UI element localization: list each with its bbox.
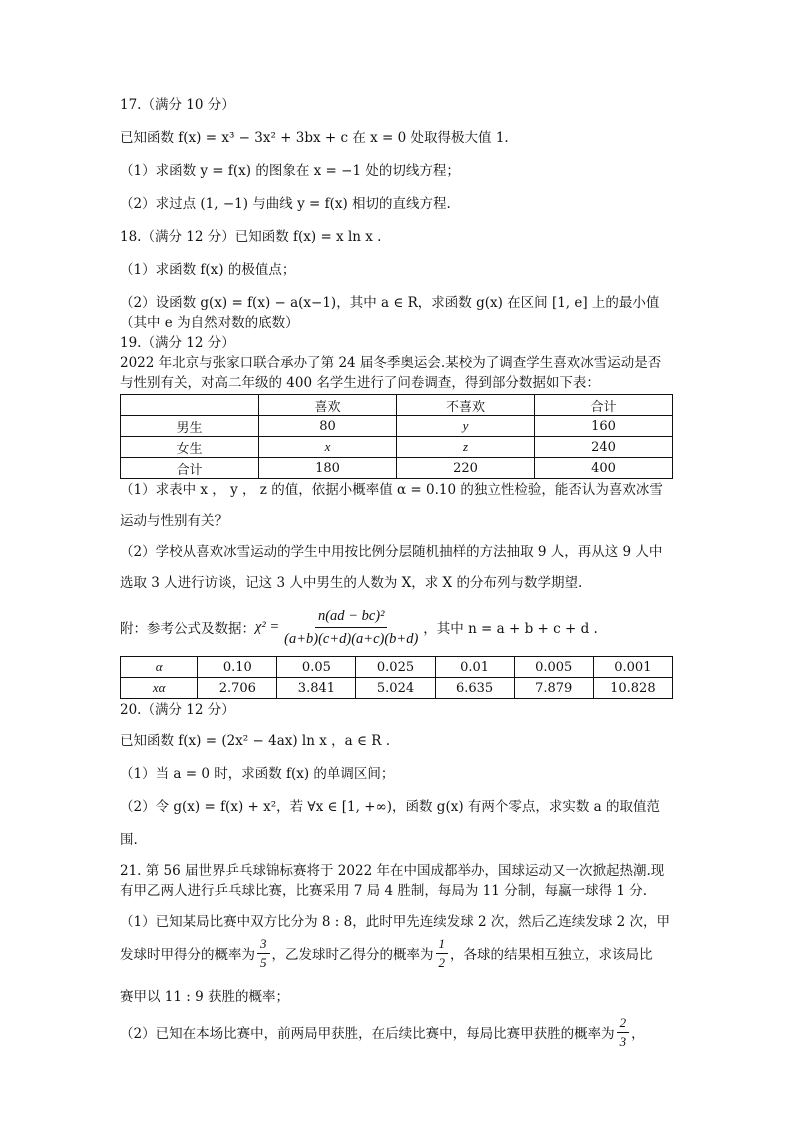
q18-part1: （1）求函数 f(x) 的极值点；: [120, 262, 296, 278]
fraction-denominator: 5: [260, 954, 267, 970]
table-row: [121, 437, 673, 458]
table-cell: 160: [535, 416, 673, 437]
q21-text-segment: ，各球的结果相互独立，求该局比: [450, 947, 653, 963]
table-cell: x: [259, 437, 397, 458]
table-cell: 3.841: [277, 678, 356, 699]
table-cell: 女生: [121, 437, 259, 458]
alpha-header: α: [121, 657, 198, 678]
q21-part1-line1: （1）已知某局比赛中双方比分为 8 : 8，此时甲先连续发球 2 次，然后乙连续发球 2 次，甲: [120, 914, 671, 930]
q19-part1-line2: 运动与性别有关？: [120, 513, 228, 529]
formula-fraction: [281, 606, 421, 649]
table-row: [121, 416, 673, 437]
q19-part2-line1: （2）学校从喜欢冰雪运动的学生中用按比例分层随机抽样的方法抽取 9 人，再从这 9 人中: [120, 544, 663, 560]
table-cell: y: [397, 416, 535, 437]
q21-stem-line1: 21. 第 56 届世界乒乓球锦标赛将于 2022 年在中国成都举办，国球运动又一次掀起热潮.现: [120, 863, 665, 879]
fraction-denominator: 2: [438, 954, 445, 970]
table-cell: 0.01: [435, 657, 514, 678]
table-cell: 180: [259, 458, 397, 479]
q21-part1-line3: 赛甲以 11 : 9 获胜的概率；: [120, 989, 289, 1005]
table-header-cell: [121, 395, 259, 416]
fraction-denominator: 3: [619, 1033, 627, 1049]
contingency-table: [120, 394, 673, 479]
table-cell: z: [397, 437, 535, 458]
table-cell: 7.879: [514, 678, 593, 699]
table-header-cell: 合计: [535, 395, 673, 416]
q19-part2-line2: 选取 3 人进行访谈，记这 3 人中男生的人数为 X，求 X 的分布列与数学期望.: [120, 575, 583, 591]
q17-title: 17.（满分 10 分）: [120, 97, 235, 113]
q21-text-segment: ，乙发球时乙得分的概率为: [271, 947, 434, 963]
reference-label: 附：参考公式及数据：: [120, 621, 255, 637]
q21-text-segment: 发球时甲得分的概率为: [120, 947, 255, 963]
fraction-three-fifths: [257, 936, 270, 971]
table-cell: 0.025: [356, 657, 435, 678]
table-cell: 400: [535, 458, 673, 479]
q17-part1: （1）求函数 y = f(x) 的图象在 x = −1 处的切线方程；: [120, 163, 460, 179]
formula-tail: ，其中 n = a + b + c + d .: [423, 621, 598, 637]
q17-part2: （2）求过点 (1, −1) 与曲线 y = f(x) 相切的直线方程.: [120, 196, 451, 212]
chi-square-formula: [120, 602, 675, 652]
table-cell: 220: [397, 458, 535, 479]
q20-stem: 已知函数 f(x) = (2x² − 4ax) ln x ，a ∈ R .: [120, 733, 390, 749]
fraction-one-half: [436, 936, 449, 971]
q20-title: 20.（满分 12 分）: [120, 702, 235, 718]
q19-stem-line2: 与性别有关，对高二年级的 400 名学生进行了问卷调查，得到部分数据如下表：: [120, 375, 600, 391]
table-header-cell: 喜欢: [259, 395, 397, 416]
table-cell: 0.005: [514, 657, 593, 678]
q20-part2-line2: 围.: [120, 832, 138, 848]
q20-part2-line1: （2）令 g(x) = f(x) + x²，若 ∀x ∈ [1, +∞)，函数 g(x) 有两个零点，求实数 a 的取值范: [120, 799, 661, 815]
fraction-numerator: 3: [257, 936, 270, 954]
table-header-cell: 不喜欢: [397, 395, 535, 416]
table-cell: 80: [259, 416, 397, 437]
exam-page: [120, 96, 675, 1054]
table-header-row: [121, 395, 673, 416]
x-alpha-header: xα: [121, 678, 198, 699]
table-cell: 10.828: [593, 678, 672, 699]
table-cell: 240: [535, 437, 673, 458]
table-cell: 5.024: [356, 678, 435, 699]
formula-lhs: χ² =: [255, 618, 280, 635]
table-row: [121, 657, 673, 678]
formula-denominator: (a+b)(c+d)(a+c)(b+d): [284, 630, 419, 647]
critical-value-table: [120, 656, 673, 699]
q21-part1-line2: [120, 931, 675, 975]
table-cell: 0.10: [198, 657, 277, 678]
table-cell: 0.05: [277, 657, 356, 678]
table-row: [121, 678, 673, 699]
fraction-numerator: 2: [617, 1015, 630, 1033]
q20-part1: （1）当 a = 0 时，求函数 f(x) 的单调区间；: [120, 766, 395, 782]
q19-stem-line1: 2022 年北京与张家口联合承办了第 24 届冬季奥运会.某校为了调查学生喜欢冰雪运动是否: [120, 355, 662, 371]
table-cell: 6.635: [435, 678, 514, 699]
q21-text-segment: （2）已知在本场比赛中，前两局甲获胜，在后续比赛中，每局比赛甲获胜的概率为: [120, 1026, 615, 1042]
table-cell: 0.001: [593, 657, 672, 678]
table-cell: 2.706: [198, 678, 277, 699]
table-cell: 男生: [121, 416, 259, 437]
table-row: [121, 458, 673, 479]
q19-title: 19.（满分 12 分）: [120, 335, 235, 351]
formula-numerator: n(ad − bc)²: [315, 606, 387, 628]
q18-part2: （2）设函数 g(x) = f(x) − a(x−1)，其中 a ∈ R，求函数 g(x) 在区间 [1, e] 上的最小值: [120, 295, 660, 311]
q21-stem-line2: 有甲乙两人进行乒乓球比赛，比赛采用 7 局 4 胜制，每局为 11 分制，每赢一球得 1 分.: [120, 883, 648, 899]
fraction-two-thirds: [617, 1015, 630, 1050]
table-cell: 合计: [121, 458, 259, 479]
q19-part1-line1: （1）求表中 x ， y ， z 的值，依据小概率值 α = 0.10 的独立性检验，能否认为喜欢冰雪: [120, 482, 663, 498]
q21-part2-line1: [120, 1010, 675, 1054]
q18-title: 18.（满分 12 分）已知函数 f(x) = x ln x .: [120, 229, 382, 245]
q21-text-segment: ，: [631, 1026, 645, 1042]
q17-stem: 已知函数 f(x) = x³ − 3x² + 3bx + c 在 x = 0 处取得极大值 1.: [120, 130, 509, 146]
fraction-numerator: 1: [436, 936, 449, 954]
q18-part2-cont: （其中 e 为自然对数的底数）: [120, 315, 299, 331]
